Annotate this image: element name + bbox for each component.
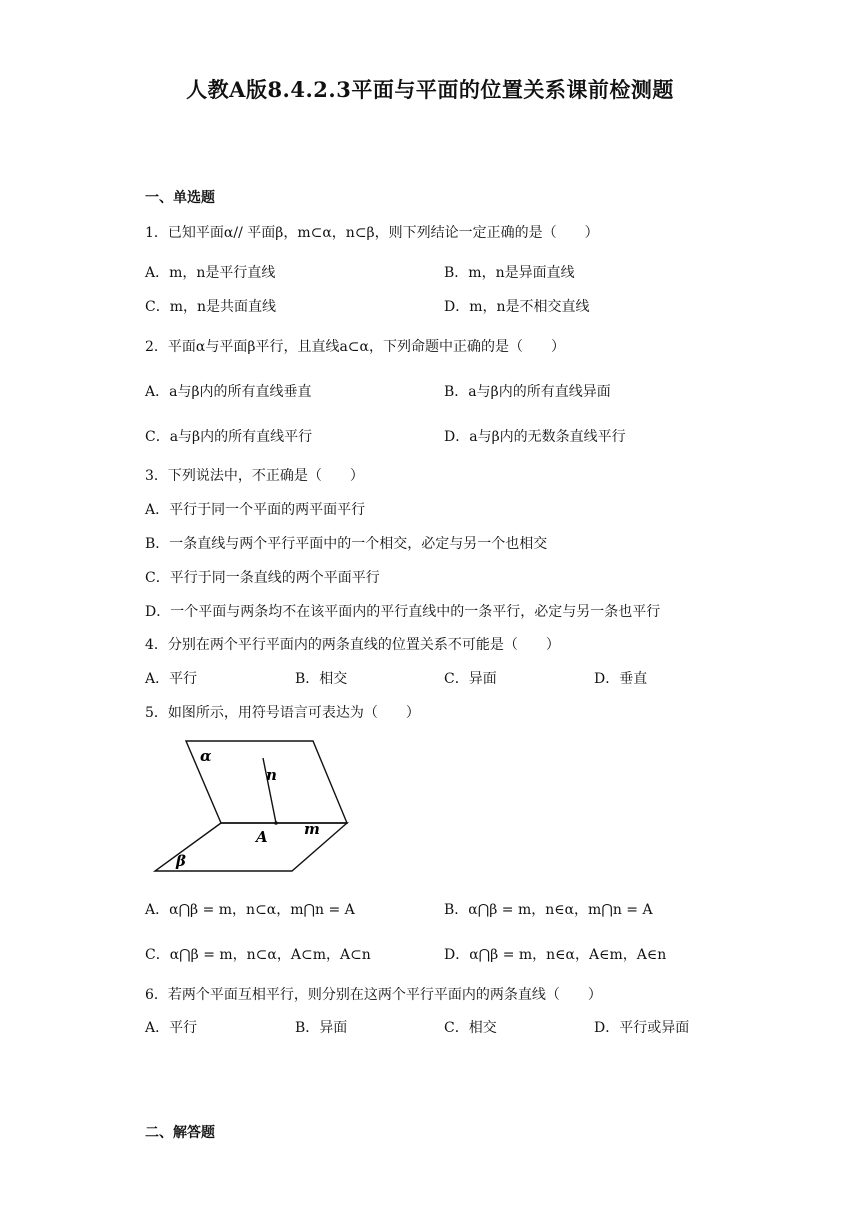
label-m: m — [304, 820, 320, 838]
question-2-option-b: B．a与β内的所有直线异面 — [444, 384, 611, 400]
question-1-option-b: B．m，n是异面直线 — [444, 265, 575, 281]
question-4-stem: 4．分别在两个平行平面内的两条直线的位置关系不可能是（ ） — [145, 637, 560, 653]
question-2-option-a: A．a与β内的所有直线垂直 — [145, 384, 312, 400]
question-6-option-a: A．平行 — [145, 1020, 198, 1036]
question-2-option-c: C．a与β内的所有直线平行 — [145, 429, 313, 445]
question-3-option-b: B．一条直线与两个平行平面中的一个相交，必定与另一个也相交 — [145, 536, 548, 552]
section-heading-single-choice: 一、单选题 — [145, 190, 215, 206]
question-5-option-c: C．α⋂β = m，n⊂α，A⊂m，A⊂n — [145, 947, 371, 963]
section-heading-answer: 二、解答题 — [145, 1125, 215, 1141]
question-1-option-c: C．m，n是共面直线 — [145, 299, 277, 315]
label-beta: β — [176, 852, 186, 870]
question-6-option-c: C．相交 — [444, 1020, 497, 1036]
question-6-option-b: B．异面 — [295, 1020, 348, 1036]
question-5-stem: 5．如图所示，用符号语言可表达为（ ） — [145, 705, 420, 721]
question-4-option-a: A．平行 — [145, 671, 198, 687]
question-3-option-a: A．平行于同一个平面的两平面平行 — [145, 502, 366, 518]
question-3-option-c: C．平行于同一条直线的两个平面平行 — [145, 570, 380, 586]
question-1-option-d: D．m，n是不相交直线 — [444, 299, 590, 315]
question-4-option-d: D．垂直 — [594, 671, 648, 687]
label-n: n — [266, 766, 277, 784]
page-title: 人教A版8.4.2.3平面与平面的位置关系课前检测题 — [186, 77, 674, 102]
question-5-option-b: B．α⋂β = m，n∈α，m⋂n = A — [444, 902, 653, 918]
question-6-stem: 6．若两个平面互相平行，则分别在这两个平行平面内的两条直线（ ） — [145, 987, 602, 1003]
question-1-option-a: A．m，n是平行直线 — [145, 265, 276, 281]
question-2-stem: 2．平面α与平面β平行，且直线a⊂α，下列命题中正确的是（ ） — [145, 339, 565, 355]
question-5-option-a: A．α⋂β = m，n⊂α，m⋂n = A — [145, 902, 355, 918]
label-alpha: α — [200, 747, 212, 765]
question-5-option-d: D．α⋂β = m，n∈α，A∈m，A∈n — [444, 947, 667, 963]
question-2-option-d: D．a与β内的无数条直线平行 — [444, 429, 626, 445]
question-3-stem: 3．下列说法中，不正确是（ ） — [145, 468, 364, 484]
point-a — [274, 821, 278, 825]
planes-figure — [150, 736, 360, 876]
question-1-stem: 1．已知平面α// 平面β，m⊂α，n⊂β，则下列结论一定正确的是（ ） — [145, 225, 599, 241]
question-3-option-d: D．一个平面与两条均不在该平面内的平行直线中的一条平行，必定与另一条也平行 — [145, 604, 661, 620]
question-4-option-b: B．相交 — [295, 671, 348, 687]
question-6-option-d: D．平行或异面 — [594, 1020, 690, 1036]
label-A: A — [256, 828, 268, 846]
question-4-option-c: C．异面 — [444, 671, 497, 687]
